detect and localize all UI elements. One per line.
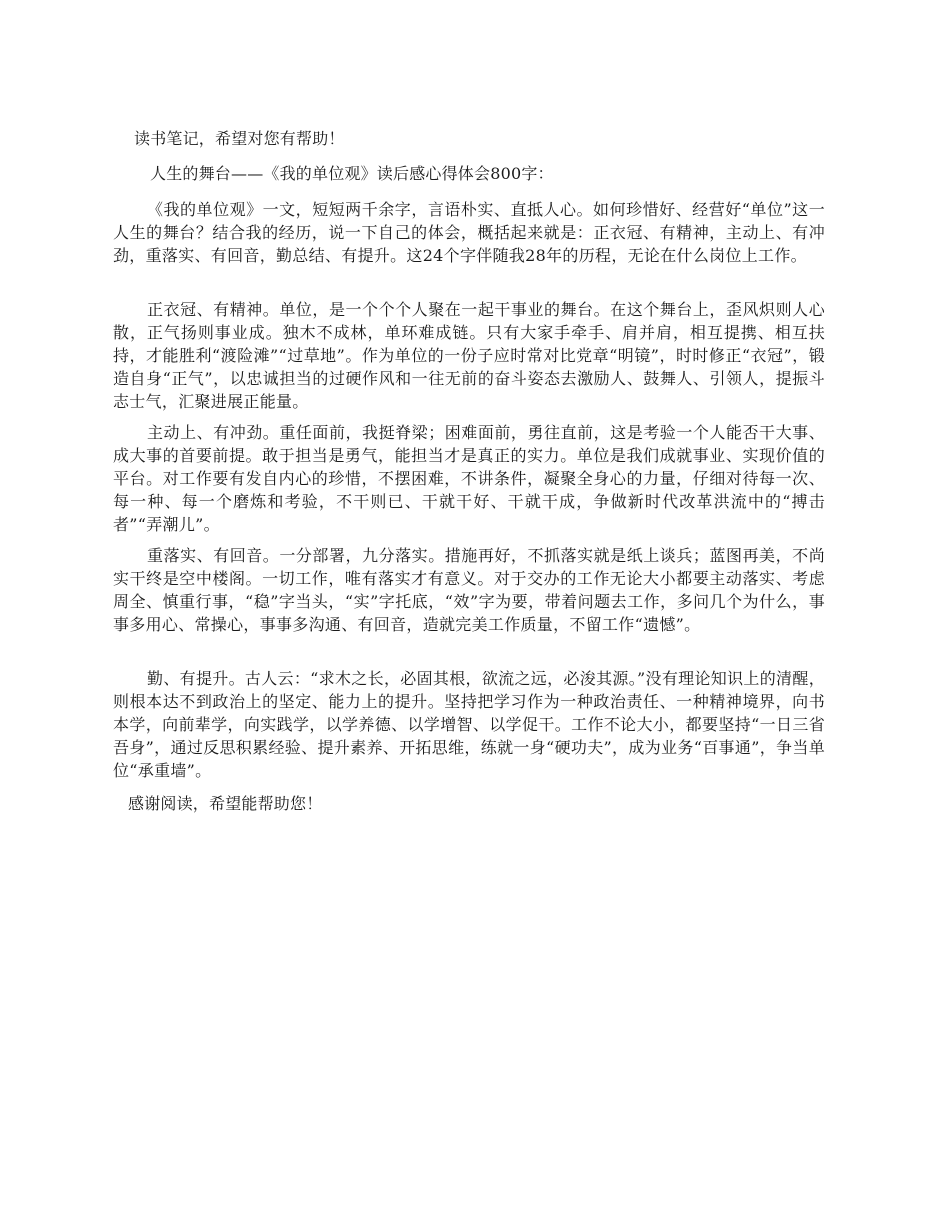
document-title: 人生的舞台——《我的单位观》读后感心得体会800字： bbox=[150, 164, 554, 183]
paragraph-1: 《我的单位观》一文，短短两千余字，言语朴实、直抵人心。如何珍惜好、经营好“单位”这一人生的舞台？结合我的经历，说一下自己的体会，概括起来就是：正衣冠、有精神，主动上、有冲劲，重落实、有回音，勤总结、有提升。这24个字伴随我28年的历程，无论在什么岗位上工作。 bbox=[113, 200, 825, 265]
intro-text: 读书笔记，希望对您有帮助！ bbox=[134, 129, 345, 148]
closing-text: 感谢阅读，希望能帮助您！ bbox=[128, 794, 323, 813]
paragraph-3: 主动上、有冲劲。重任面前，我挺脊梁；困难面前，勇往直前，这是考验一个人能否干大事、成大事的首要前提。敢于担当是勇气，能担当才是真正的实力。单位是我们成就事业、实现价值的平台。对工作要有发自内心的珍惜，不摆困难，不讲条件，凝聚全身心的力量，仔细对待每一次、每一种、每一个磨炼和考验，不干则已、干就干好、干就干成，争做新时代改革洪流中的“搏击者”“弄潮儿”。 bbox=[113, 423, 825, 534]
paragraph-5: 勤、有提升。古人云：“求木之长，必固其根，欲流之远，必浚其源。”没有理论知识上的清醒，则根本达不到政治上的坚定、能力上的提升。坚持把学习作为一种政治责任、一种精神境界，向书本学，向前辈学，向实践学，以学养德、以学增智、以学促干。工作不论大小，都要坚持“一日三省吾身”，通过反思积累经验、提升素养、开拓思维，练就一身“硬功夫”，成为业务“百事通”，争当单位“承重墙”。 bbox=[113, 669, 825, 780]
paragraph-2: 正衣冠、有精神。单位，是一个个个人聚在一起干事业的舞台。在这个舞台上，歪风炽则人心散，正气扬则事业成。独木不成林，单环难成链。只有大家手牵手、肩并肩，相互提携、相互扶持，才能胜利“渡险滩”“过草地”。作为单位的一份子应时常对比党章“明镜”，时时修正“衣冠”，锻造自身“正气”，以忠诚担当的过硬作风和一往无前的奋斗姿态去激励人、鼓舞人、引领人，提振斗志士气，汇聚进展正能量。 bbox=[113, 300, 825, 411]
paragraph-4: 重落实、有回音。一分部署，九分落实。措施再好，不抓落实就是纸上谈兵；蓝图再美，不尚实干终是空中楼阁。一切工作，唯有落实才有意义。对于交办的工作无论大小都要主动落实、考虑周全、慎重行事，“稳”字当头，“实”字托底，“效”字为要，带着问题去工作，多问几个为什么，事事多用心、常操心，事事多沟通、有回音，造就完美工作质量，不留工作“遗憾”。 bbox=[113, 546, 825, 634]
